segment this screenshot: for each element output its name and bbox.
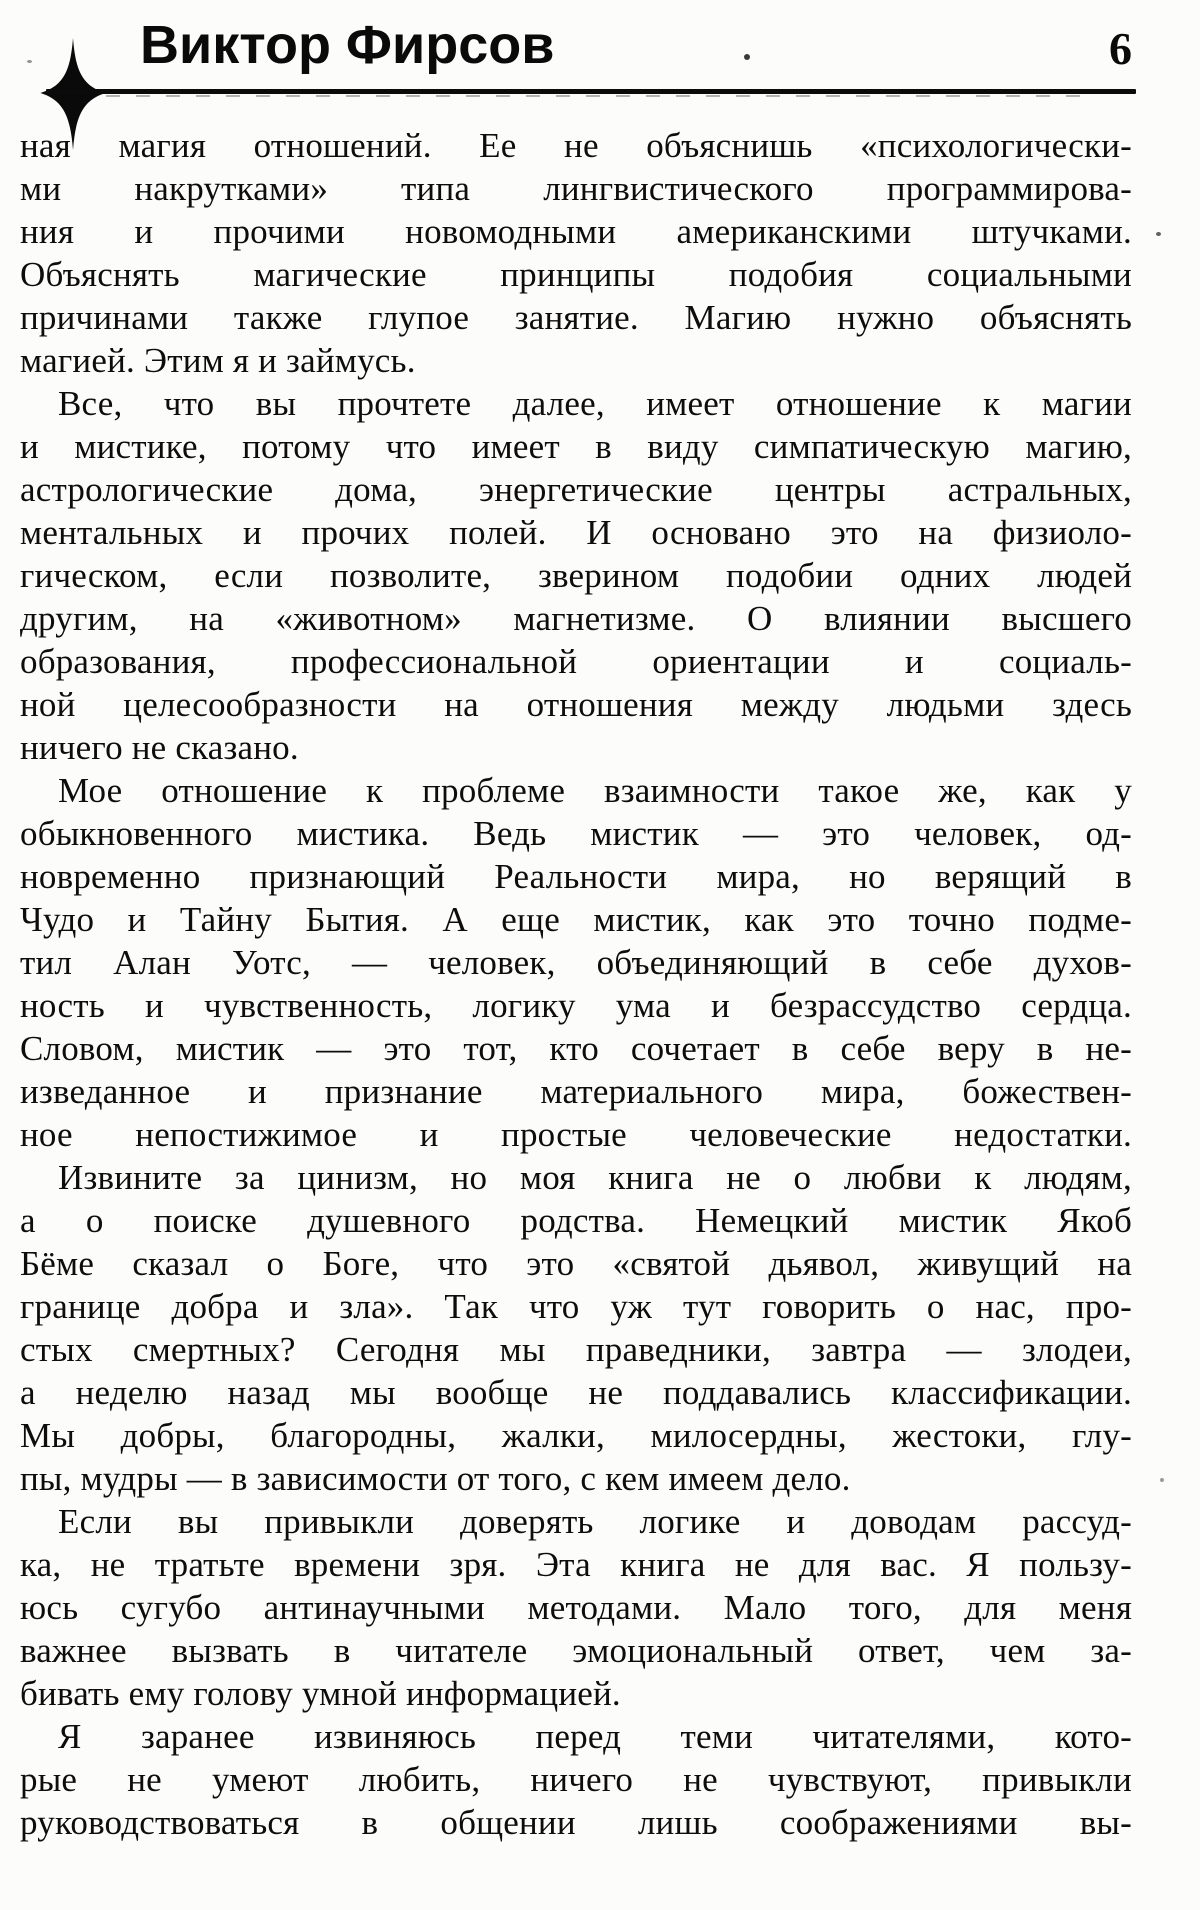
text-line: Если вы привыкли доверять логике и доводам рассуд- bbox=[58, 1502, 1132, 1541]
text-line: ной целесообразности на отношения между людьми здесь bbox=[20, 685, 1132, 724]
scan-speck bbox=[1160, 1478, 1164, 1482]
text-line: ничего не сказано. bbox=[20, 728, 299, 767]
text-line: важнее вызвать в читателе эмоциональный ответ, чем за- bbox=[20, 1631, 1132, 1670]
text-line: гическом, если позволите, зверином подобии одних людей bbox=[20, 556, 1132, 595]
text-line: бивать ему голову умной информацией. bbox=[20, 1674, 621, 1713]
text-line: тил Алан Уотс, — человек, объединяющий в себе духов- bbox=[20, 943, 1132, 982]
text-line: Извините за цинизм, но моя книга не о любви к людям, bbox=[58, 1158, 1132, 1197]
text-line: ментальных и прочих полей. И основано это на физиоло- bbox=[20, 513, 1132, 552]
running-head-author: Виктор Фирсов bbox=[140, 15, 555, 75]
text-line: Словом, мистик — это тот, кто сочетает в себе веру в не- bbox=[20, 1029, 1132, 1068]
text-line: новременно признающий Реальности мира, но верящий в bbox=[20, 857, 1132, 896]
text-line: образования, профессиональной ориентации и социаль- bbox=[20, 642, 1132, 681]
text-line: изведанное и признание материального мира, божествен- bbox=[20, 1072, 1132, 1111]
text-line: ная магия отношений. Ее не объяснишь «психологически- bbox=[20, 126, 1132, 165]
header-rule bbox=[46, 89, 1136, 94]
page-number: 6 bbox=[1109, 23, 1132, 74]
text-line: Чудо и Тайну Бытия. А еще мистик, как это точно подме- bbox=[20, 900, 1132, 939]
text-line: Мы добры, благородны, жалки, милосердны, жестоки, глу- bbox=[20, 1416, 1132, 1455]
scan-speck bbox=[744, 54, 750, 60]
paragraph bbox=[20, 124, 1132, 382]
text-line: а неделю назад мы вообще не поддавались классификации. bbox=[20, 1373, 1132, 1412]
paragraph bbox=[20, 1715, 1132, 1844]
text-line: другим, на «животном» магнетизме. О влиянии высшего bbox=[20, 599, 1132, 638]
text-line: Объяснять магические принципы подобия социальными bbox=[20, 255, 1132, 294]
scan-speck bbox=[27, 60, 32, 63]
text-line: причинами также глупое занятие. Магию нужно объяснять bbox=[20, 298, 1132, 337]
text-line: границе добра и зла». Так что уж тут говорить о нас, про- bbox=[20, 1287, 1132, 1326]
text-line: юсь сугубо антинаучными методами. Мало того, для меня bbox=[20, 1588, 1132, 1627]
body-text bbox=[20, 124, 1132, 1844]
text-line: магией. Этим я и займусь. bbox=[20, 341, 416, 380]
text-line: руководствоваться в общении лишь соображениями вы- bbox=[20, 1803, 1132, 1842]
text-line: Мое отношение к проблеме взаимности такое же, как у bbox=[58, 771, 1132, 810]
text-line: пы, мудры — в зависимости от того, с кем имеем дело. bbox=[20, 1459, 851, 1498]
text-line: Бёме сказал о Боге, что это «святой дьявол, живущий на bbox=[20, 1244, 1132, 1283]
text-line: ми накрутками» типа лингвистического программирова- bbox=[20, 169, 1132, 208]
paragraph bbox=[20, 769, 1132, 1156]
text-line: рые не умеют любить, ничего не чувствуют, привыкли bbox=[20, 1760, 1132, 1799]
text-line: и мистике, потому что имеет в виду симпатическую магию, bbox=[20, 427, 1132, 466]
text-line: а о поиске душевного родства. Немецкий мистик Якоб bbox=[20, 1201, 1132, 1240]
text-line: ния и прочими новомодными американскими штучками. bbox=[20, 212, 1132, 251]
text-line: обыкновенного мистика. Ведь мистик — это человек, од- bbox=[20, 814, 1132, 853]
text-line: ка, не тратьте времени зря. Эта книга не для вас. Я пользу- bbox=[20, 1545, 1132, 1584]
text-line: Я заранее извиняюсь перед теми читателями, кото- bbox=[58, 1717, 1132, 1756]
scan-speck bbox=[1156, 232, 1161, 236]
text-line: астрологические дома, энергетические центры астральных, bbox=[20, 470, 1132, 509]
paragraph bbox=[20, 382, 1132, 769]
text-line: Все, что вы прочтете далее, имеет отношение к магии bbox=[58, 384, 1132, 423]
text-line: стых смертных? Сегодня мы праведники, завтра — злодеи, bbox=[20, 1330, 1132, 1369]
paragraph bbox=[20, 1156, 1132, 1500]
text-line: ность и чувственность, логику ума и безрассудство сердца. bbox=[20, 986, 1132, 1025]
text-line: ное непостижимое и простые человеческие недостатки. bbox=[20, 1115, 1132, 1154]
paragraph bbox=[20, 1500, 1132, 1715]
